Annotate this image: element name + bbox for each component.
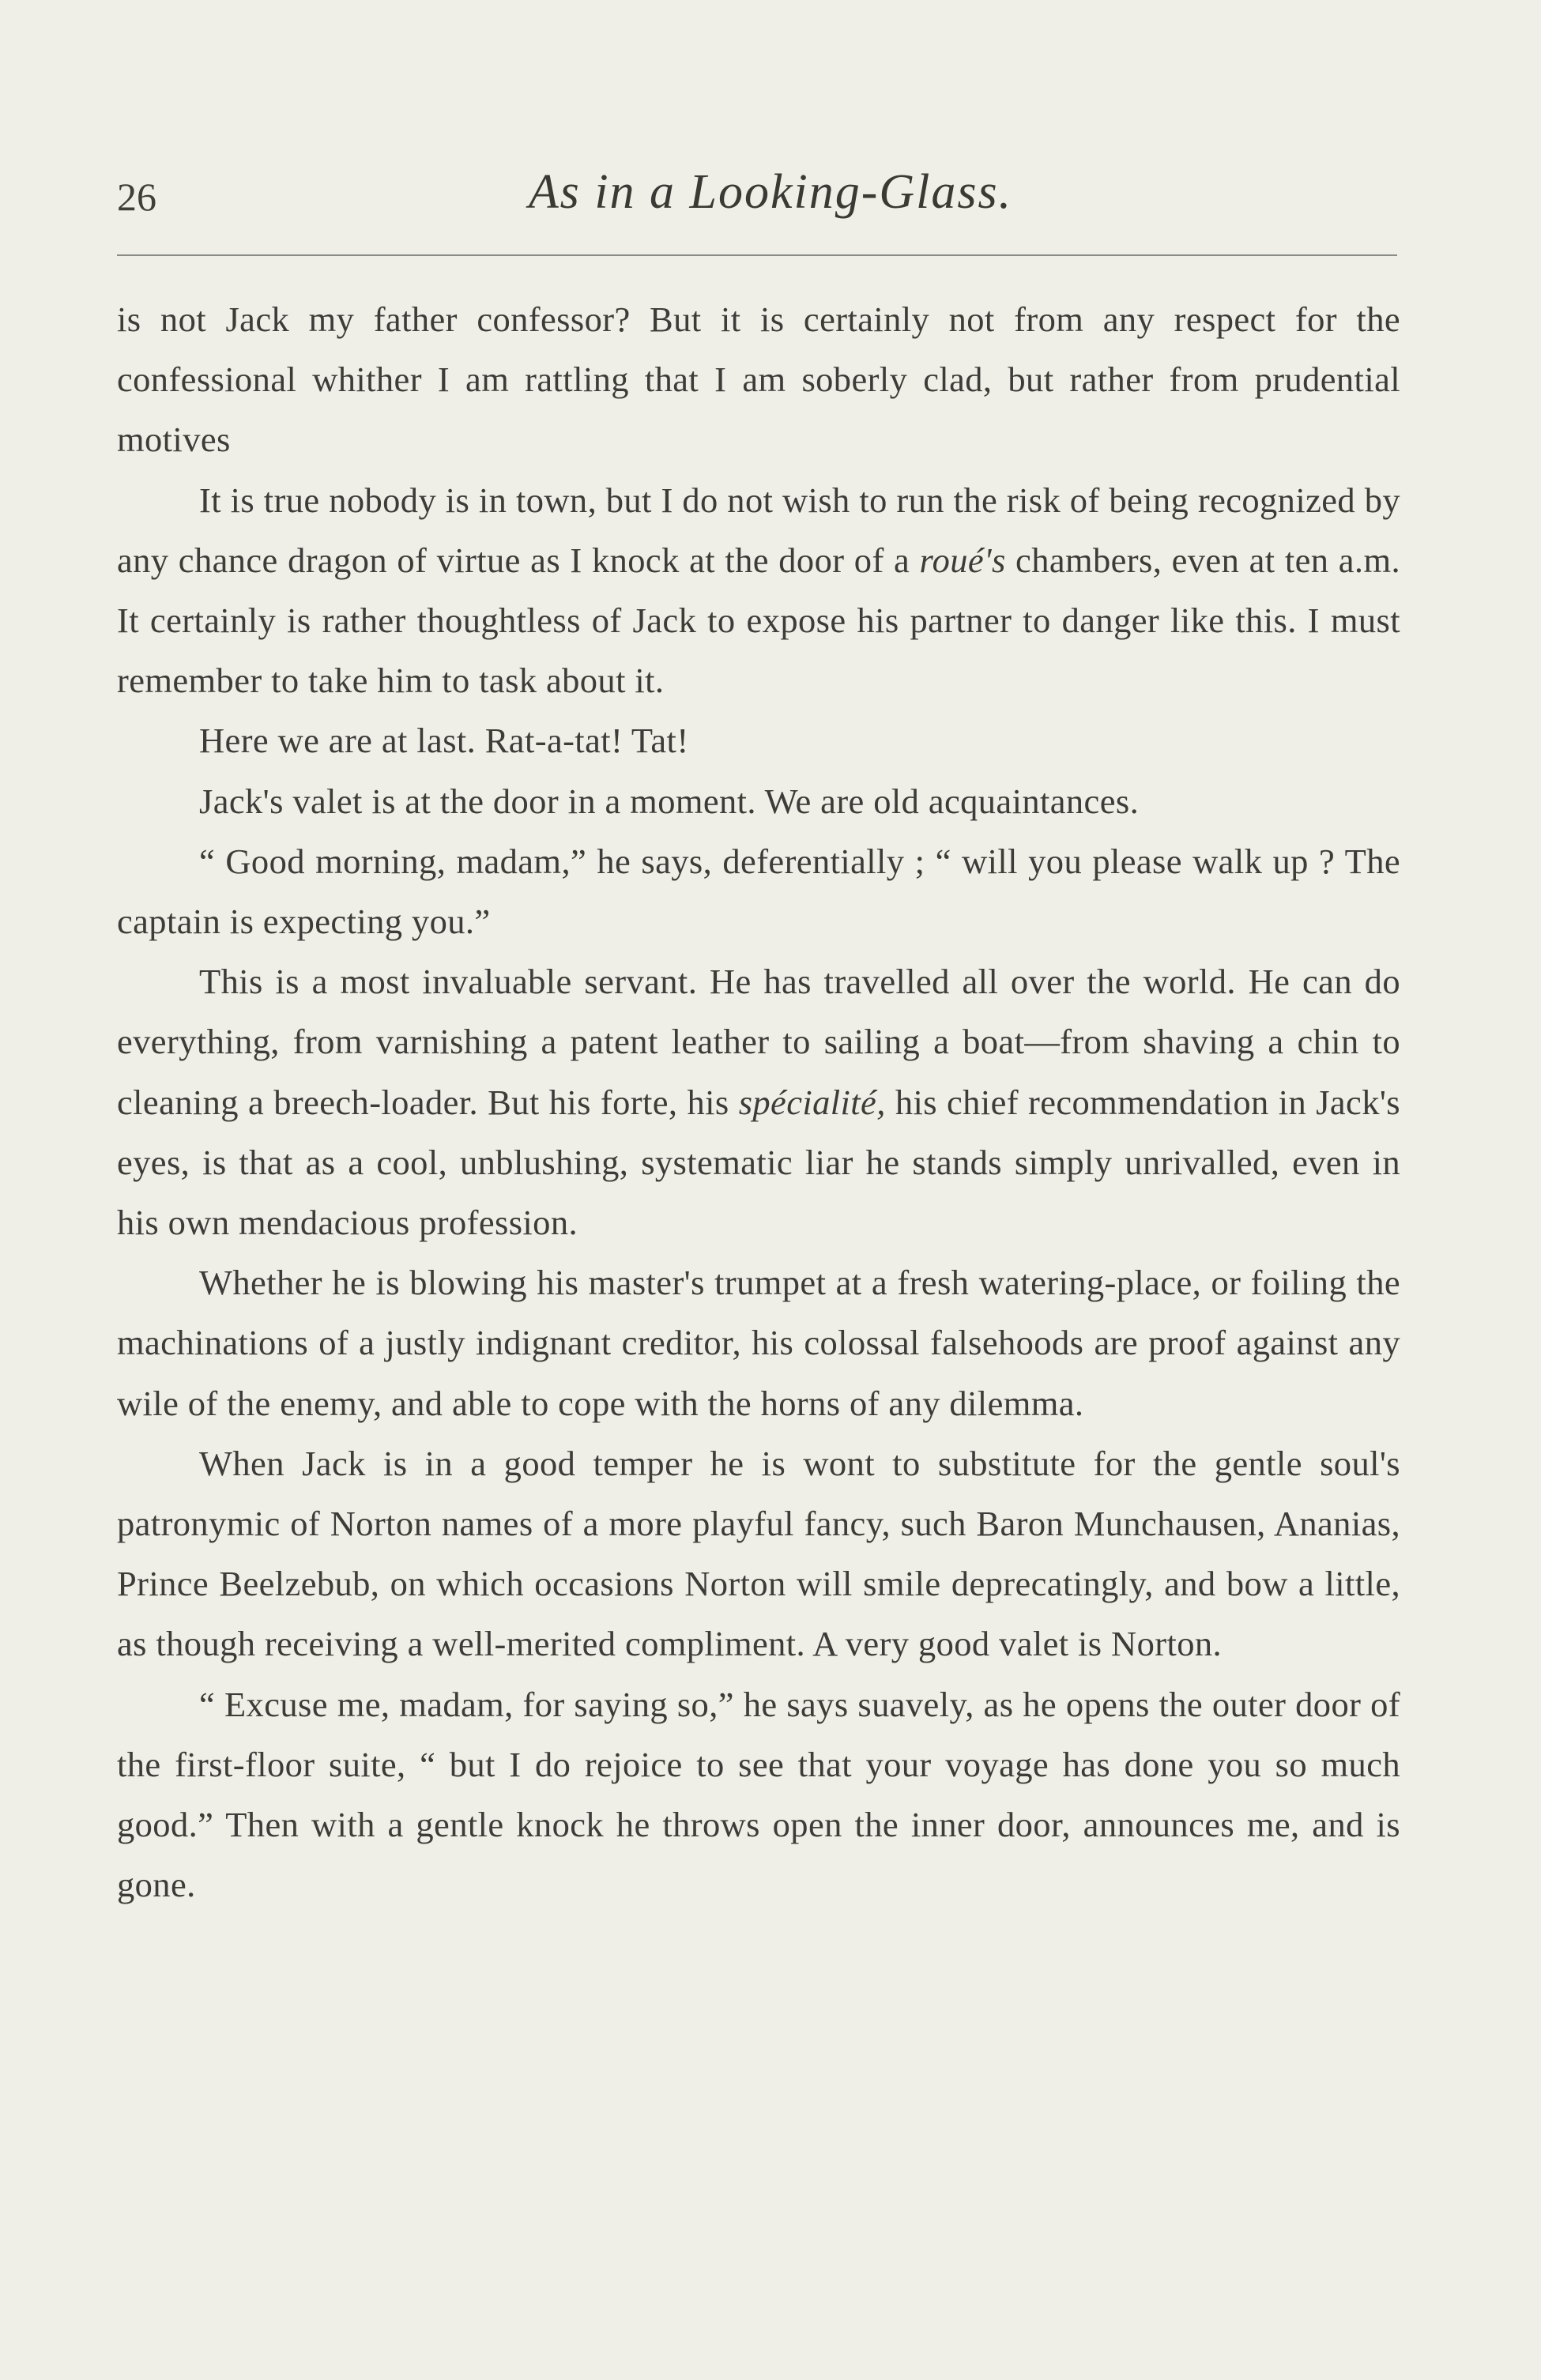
text-run: his chief recommendation in Jack's eyes, is that as a cool, unblushing, systematic liar he stands simply unrivalled, even in his own mendacious profession. xyxy=(117,1082,1400,1243)
body-text xyxy=(117,289,1400,1915)
paragraph xyxy=(117,1252,1400,1433)
paragraph xyxy=(117,289,1400,470)
italic-text: spécialité, xyxy=(738,1082,886,1122)
text-run: Here we are at last. Rat-a-tat! Tat! xyxy=(199,721,689,761)
header-rule xyxy=(117,254,1397,256)
paragraph xyxy=(117,710,1400,770)
paragraph xyxy=(117,951,1400,1252)
text-run: is not Jack my father confessor? But it is certainly not from any respect for the confessional whither I am rattling that I am soberly clad, but rather from prudential motives xyxy=(117,299,1400,460)
page-number: 26 xyxy=(117,175,156,219)
paragraph xyxy=(117,1433,1400,1674)
paragraph xyxy=(117,470,1400,711)
text-run: When Jack is in a good temper he is wont to substitute for the gentle soul's patronymic of Norton names of a more playful fancy, such Baron Munchausen, Ananias, Prince Beelzebub, on which occasions Norton will smile deprecatingly, and bow a little, as though receiving a well-merited compliment. A very good valet is Norton. xyxy=(117,1443,1400,1664)
text-run: Jack's valet is at the door in a moment. We are old acquaintances. xyxy=(199,781,1140,821)
text-run: “ Good morning, madam,” he says, deferentially ; “ will you please walk up ? The captain is expecting you.” xyxy=(117,841,1400,942)
text-run: “ Excuse me, madam, for saying so,” he says suavely, as he opens the outer door of the first-floor suite, “ but I do rejoice to see that your voyage has done you so much good.” Then with a gentle knock he throws open the inner door, announces me, and is gone. xyxy=(117,1684,1400,1905)
text-run: chambers, even at ten a.m. It certainly is rather thoughtless of Jack to expose his partner to danger like this. I must remember to take him to task about it. xyxy=(117,540,1400,701)
running-title: As in a Looking-Glass. xyxy=(528,165,1013,219)
paragraph xyxy=(117,831,1400,951)
italic-text: roué's xyxy=(919,540,1006,580)
text-run: Whether he is blowing his master's trumpet at a fresh watering-place, or foiling the machinations of a justly indignant creditor, his colossal falsehoods are proof against any wile of the enemy, and able to cope with the horns of any dilemma. xyxy=(117,1263,1400,1423)
text-run: It is true nobody is in town, but I do not wish to run the risk of being recognized by any chance dragon of virtue as I knock at the door of a xyxy=(117,480,1400,580)
paragraph xyxy=(117,771,1400,831)
paragraph xyxy=(117,1674,1400,1915)
text-run: This is a most invaluable servant. He has travelled all over the world. He can do everything, from varnishing a patent leather to sailing a boat—from shaving a chin to cleaning a breech-loader. But his forte, his xyxy=(117,962,1400,1122)
